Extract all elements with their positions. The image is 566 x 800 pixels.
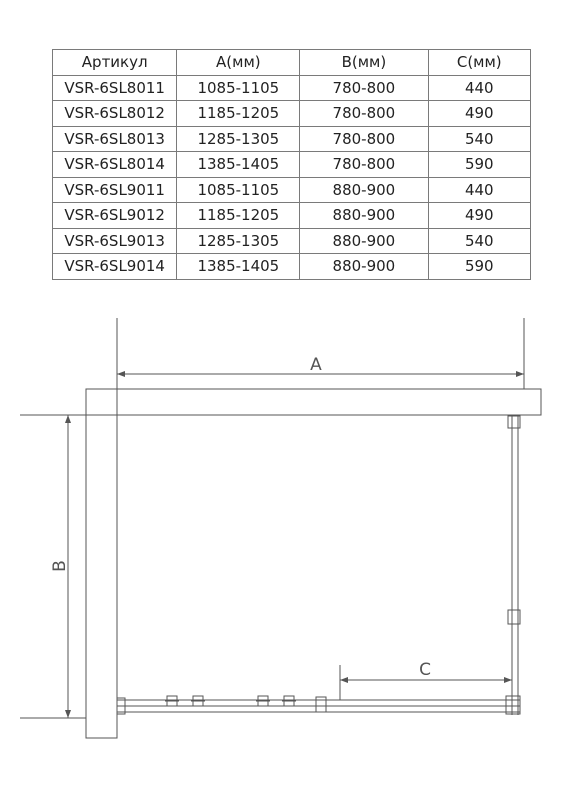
arrow-b-bottom — [65, 710, 71, 718]
cell-article: VSR-6SL9012 — [53, 203, 177, 229]
cell-a: 1285-1305 — [177, 126, 300, 152]
header-article: Артикул — [53, 50, 177, 76]
cell-article: VSR-6SL8013 — [53, 126, 177, 152]
cell-c: 440 — [428, 177, 530, 203]
cell-c: 540 — [428, 228, 530, 254]
cell-article: VSR-6SL9014 — [53, 254, 177, 280]
arrow-a-right — [516, 371, 524, 377]
dimension-label-b: B — [50, 560, 70, 572]
dimension-label-a: A — [310, 355, 322, 375]
table-row — [53, 101, 531, 127]
table-row — [53, 254, 531, 280]
table-row — [53, 75, 531, 101]
dimension-label-c: C — [419, 660, 431, 680]
cell-a: 1185-1205 — [177, 203, 300, 229]
arrow-a-left — [117, 371, 125, 377]
cell-a: 1085-1105 — [177, 177, 300, 203]
header-b: B(мм) — [300, 50, 428, 76]
cell-article: VSR-6SL8012 — [53, 101, 177, 127]
cell-b: 880-900 — [300, 177, 428, 203]
cell-b: 880-900 — [300, 203, 428, 229]
cell-c: 540 — [428, 126, 530, 152]
arrow-c-left — [340, 677, 348, 683]
table-row — [53, 203, 531, 229]
cell-b: 780-800 — [300, 75, 428, 101]
cell-article: VSR-6SL9013 — [53, 228, 177, 254]
cell-c: 590 — [428, 254, 530, 280]
shower-plan-drawing — [0, 300, 566, 800]
cell-a: 1185-1205 — [177, 101, 300, 127]
table-row — [53, 126, 531, 152]
roller-4 — [282, 696, 296, 706]
door-handle-profile — [316, 697, 326, 712]
cell-article: VSR-6SL8014 — [53, 152, 177, 178]
cell-a: 1285-1305 — [177, 228, 300, 254]
cell-a: 1085-1105 — [177, 75, 300, 101]
table-row — [53, 228, 531, 254]
spec-table — [52, 49, 531, 280]
cell-c: 590 — [428, 152, 530, 178]
cell-b: 780-800 — [300, 152, 428, 178]
cell-c: 440 — [428, 75, 530, 101]
cell-b: 880-900 — [300, 254, 428, 280]
cell-article: VSR-6SL8011 — [53, 75, 177, 101]
header-a: A(мм) — [177, 50, 300, 76]
roller-2 — [191, 696, 205, 706]
arrow-c-right — [504, 677, 512, 683]
roller-1 — [165, 696, 179, 706]
cell-b: 880-900 — [300, 228, 428, 254]
arrow-b-top — [65, 415, 71, 423]
cell-c: 490 — [428, 203, 530, 229]
cell-c: 490 — [428, 101, 530, 127]
table-header-row — [53, 50, 531, 76]
table-row — [53, 152, 531, 178]
cell-b: 780-800 — [300, 101, 428, 127]
cell-a: 1385-1405 — [177, 254, 300, 280]
left-wall — [86, 389, 117, 738]
roller-3 — [256, 696, 270, 706]
cell-a: 1385-1405 — [177, 152, 300, 178]
table-row — [53, 177, 531, 203]
cell-article: VSR-6SL9011 — [53, 177, 177, 203]
header-c: C(мм) — [428, 50, 530, 76]
cell-b: 780-800 — [300, 126, 428, 152]
top-wall — [86, 389, 541, 415]
